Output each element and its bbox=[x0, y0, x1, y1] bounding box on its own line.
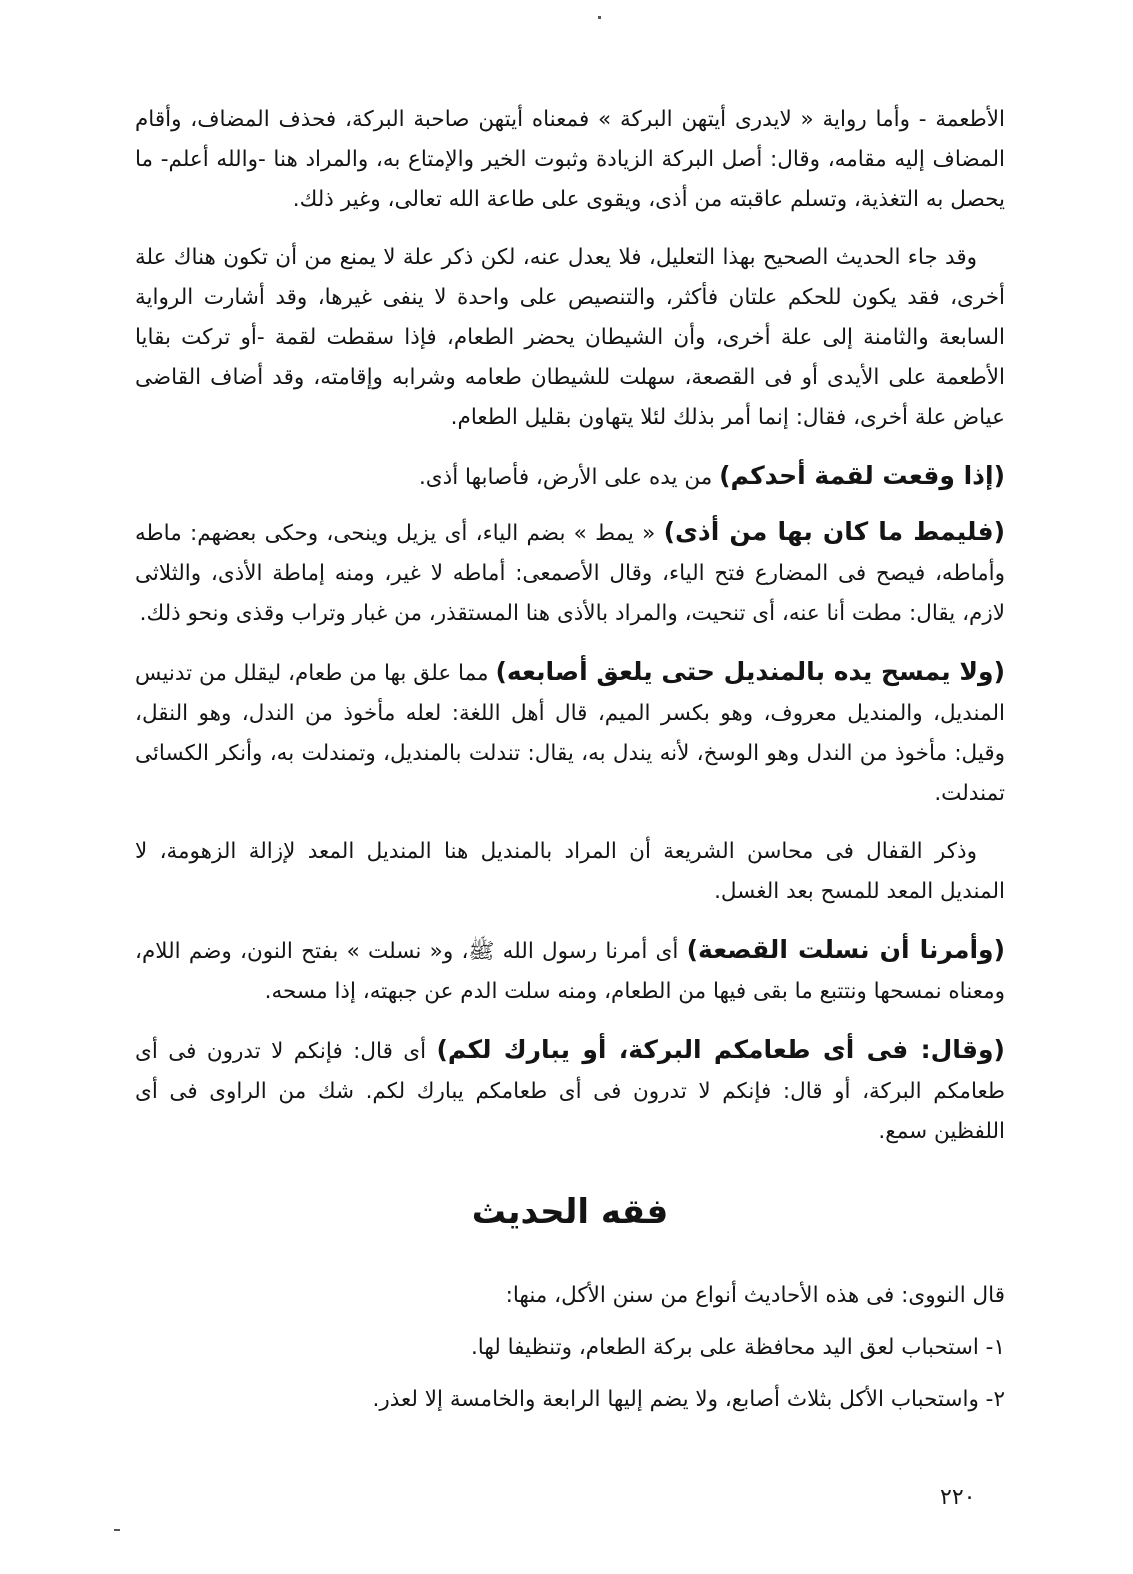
hadith-phrase: (إذا وقعت لقمة أحدكم) bbox=[719, 461, 1005, 490]
section-heading: فقه الحديث bbox=[471, 1192, 669, 1232]
paragraph-2: وقد جاء الحديث الصحيح بهذا التعليل، فلا يعدل عنه، لكن ذكر علة لا يمنع من أن تكون هناك علة أخرى، فقد يكون للحكم علتان فأكثر، والتنصيص على واحدة لا ينفى غيرها، وقد أشارت الرواية السابعة والثامنة إلى علة أخرى، وأن الشيطان يحضر الطعام، فإذا سقطت لقمة -أو تركت بقايا الأطعمة على الأيدى أو فى القصعة، سهلت للشيطان طعامه وشرابه وإقامته، وقد أضاف القاضى عياض علة أخرى، فقال: إنما أمر بذلك لئلا يتهاون بقليل الطعام. bbox=[135, 245, 1005, 430]
hadith-phrase: (وأمرنا أن نسلت القصعة) bbox=[686, 935, 1005, 964]
hadith-phrase: (وقال: فى أى طعامكم البركة، أو يبارك لكم) bbox=[436, 1035, 1005, 1064]
page-number: ٢٢٠ bbox=[940, 1485, 976, 1510]
section-intro: قال النووى: فى هذه الأحاديث أنواع من سنن الأكل، منها: bbox=[505, 1283, 1005, 1308]
paragraph-6: وذكر القفال فى محاسن الشريعة أن المراد بالمنديل هنا المنديل المعد لإزالة الزهومة، لا المنديل المعد للمسح بعد الغسل. bbox=[135, 839, 1005, 904]
paragraph-3 bbox=[135, 456, 1005, 498]
paragraph-5 bbox=[135, 652, 1005, 814]
paragraph-8 bbox=[135, 1030, 1005, 1152]
paragraph-text: « يمط » بضم الياء، أى يزيل وينحى، وحكى بعضهم: ماطه وأماطه، فيصح فى المضارع فتح الياء، وقال الأصمعى: أماطه لا غير، ومنه إماطة الأذى، والثلاثى لازم، يقال: مطت أنا عنه، أى تنحيت، والمراد بالأذى هنا المستقذر، من غبار وتراب وقذى ونحو ذلك. bbox=[135, 521, 1005, 626]
scan-mark-bottom bbox=[114, 1529, 120, 1531]
paragraph-text: مما علق بها من طعام، ليقلل من تدنيس المنديل، والمنديل معروف، وهو بكسر الميم، قال أهل اللغة: لعله مأخوذ من الندل، وهو النقل، وقيل: مأخوذ من الندل وهو الوسخ، لأنه يندل به، يقال: تندلت بالمنديل، وتمندلت به، وأنكر الكسائى تمندلت. bbox=[135, 661, 1005, 806]
paragraph-text: من يده على الأرض، فأصابها أذى. bbox=[418, 465, 720, 490]
paragraph-text: أى أمرنا رسول الله ﷺ، و« نسلت » بفتح النون، وضم اللام، ومعناه نمسحها ونتتبع ما بقى فيها من الطعام، ومنه سلت الدم عن جبهته، إذا مسحه. bbox=[135, 939, 1005, 1004]
hadith-phrase: (ولا يمسح يده بالمنديل حتى يلعق أصابعه) bbox=[495, 657, 1005, 686]
page-body bbox=[135, 100, 1005, 1432]
list-item: ٢- واستحباب الأكل بثلاث أصابع، ولا يضم إليها الرابعة والخامسة إلا لعذر. bbox=[372, 1387, 1005, 1412]
paragraph-1: الأطعمة - وأما رواية « لايدرى أيتهن البركة » فمعناه أيتهن صاحبة البركة، فحذف المضاف، وأقام المضاف إليه مقامه، وقال: أصل البركة الزيادة وثبوت الخير والإمتاع به، والمراد هنا -والله أعلم- ما يحصل به التغذية، وتسلم عاقبته من أذى، ويقوى على طاعة الله تعالى، وغير ذلك. bbox=[135, 107, 1005, 212]
paragraph-4 bbox=[135, 512, 1005, 634]
scan-mark-top bbox=[598, 16, 601, 19]
paragraph-text: أى قال: فإنكم لا تدرون فى أى طعامكم البركة، أو قال: فإنكم لا تدرون فى أى طعامكم يبارك لكم. شك من الراوى فى أى اللفظين سمع. bbox=[135, 1039, 1005, 1144]
list-item: ١- استحباب لعق اليد محافظة على بركة الطعام، وتنظيفا لها. bbox=[470, 1335, 1005, 1360]
paragraph-7 bbox=[135, 930, 1005, 1012]
hadith-phrase: (فليمط ما كان بها من أذى) bbox=[663, 517, 1006, 546]
